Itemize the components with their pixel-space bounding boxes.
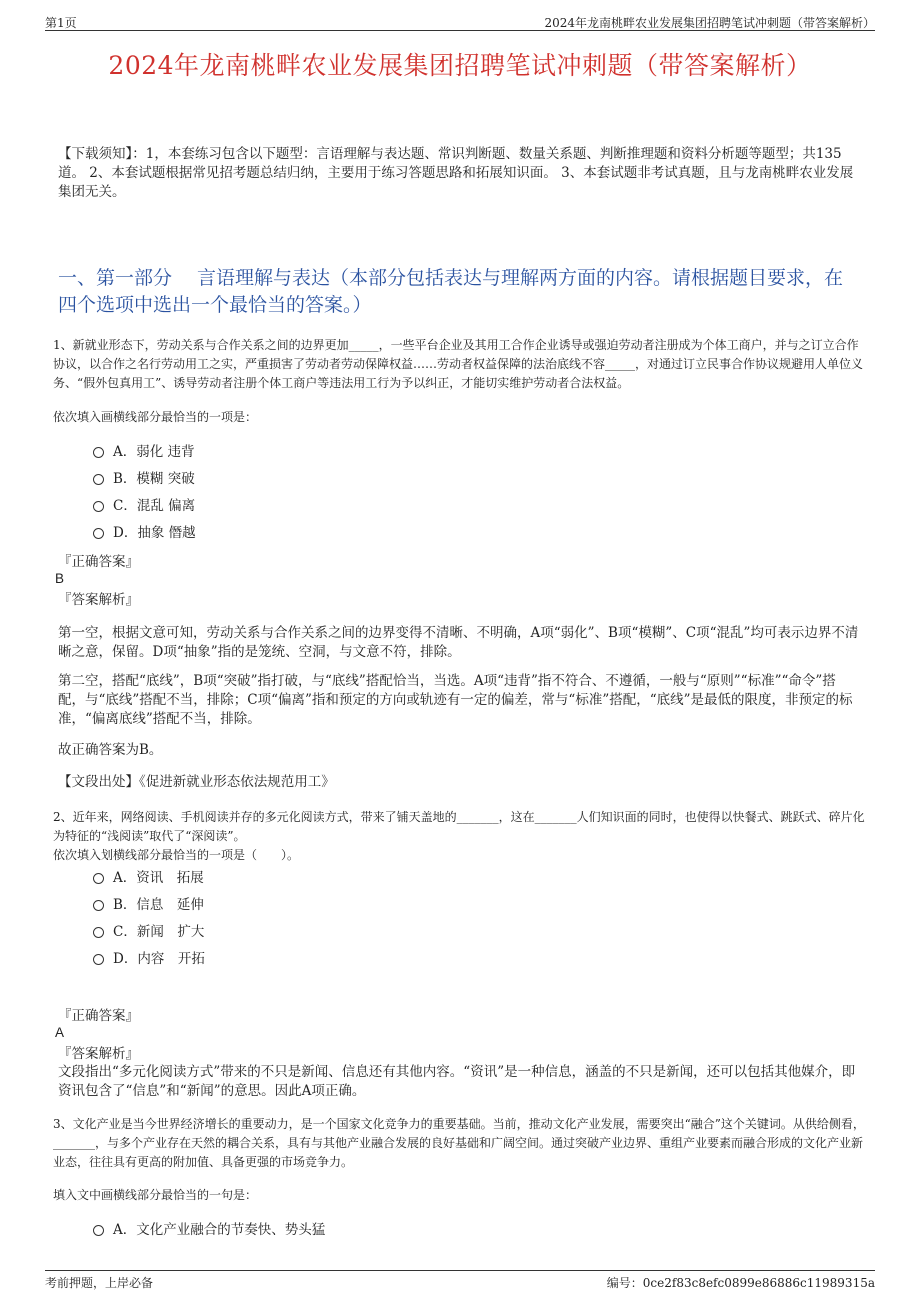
q1-analysis-1: 第一空，根据文意可知，劳动关系与合作关系之间的边界变得不清晰、不明确，A项“弱化”、B项“模糊”、C项“混乱”均可表示边界不清晰之意，保留。D项“抽象”指的是笼统、空洞，与文意不符，排除。 [58, 625, 859, 660]
q2-analysis: 文段指出“多元化阅读方式”带来的不只是新闻、信息还有其他内容。“资讯”是一种信息，涵盖的不只是新闻，还可以包括其他媒介，即资讯包含了“信息”和“新闻”的意思。因此A项正确。 [58, 1064, 856, 1099]
header-title: 2024年龙南桃畔农业发展集团招聘笔试冲刺题（带答案解析） [544, 16, 875, 30]
q1-answer-label: 『正确答案』 [58, 554, 139, 570]
page-footer [45, 1270, 875, 1289]
q2-option-b[interactable]: B．信息 延伸 [93, 895, 204, 915]
radio-icon[interactable] [93, 501, 104, 512]
q1-analysis-label: 『答案解析』 [58, 592, 139, 608]
q2-answer-label: 『正确答案』 [58, 1008, 139, 1024]
q1-option-d[interactable]: D．抽象 僭越 [93, 523, 196, 543]
page-title: 2024年龙南桃畔农业发展集团招聘笔试冲刺题（带答案解析） [108, 51, 812, 80]
radio-icon[interactable] [93, 447, 104, 458]
question-3-text: 3、文化产业是当今世界经济增长的重要动力，是一个国家文化竞争力的重要基础。当前，推动文化产业发展，需要突出“融合”这个关键词。从供给侧看，_______，与多个产业存在天然的耦合关系，具有与其他产业融合发展的良好基础和广阔空间。通过突破产业边界、重组产业要素而融合形成的文化产业新业态，往往具有更高的附加值、具备更强的市场竞争力。 [53, 1117, 865, 1169]
question-2-prompt: 依次填入划横线部分最恰当的一项是（ ）。 [53, 848, 300, 862]
question-1-prompt: 依次填入画横线部分最恰当的一项是： [53, 410, 258, 424]
radio-icon[interactable] [93, 528, 104, 539]
q2-analysis-label: 『答案解析』 [58, 1046, 139, 1062]
q1-conclusion: 故正确答案为B。 [58, 742, 163, 758]
download-notice: 【下载须知】：1，本套练习包含以下题型：言语理解与表达题、常识判断题、数量关系题、判断推理题和资料分析题等题型；共135道。 2、本套试题根据常见招考题总结归纳，主要用于练习答题思路和拓展知识面。 3、本套试题非考试真题，且与龙南桃畔农业发展集团无关。 [58, 146, 854, 200]
q1-option-b[interactable]: B．模糊 突破 [93, 469, 195, 489]
q2-option-c[interactable]: C．新闻 扩大 [93, 922, 204, 942]
radio-icon[interactable] [93, 927, 104, 938]
q3-option-a[interactable]: A．文化产业融合的节奏快、势头猛 [93, 1220, 325, 1240]
radio-icon[interactable] [93, 873, 104, 884]
q1-option-c[interactable]: C．混乱 偏离 [93, 496, 195, 516]
radio-icon[interactable] [93, 954, 104, 965]
q1-source: 【文段出处】《促进新就业形态依法规范用工》 [58, 774, 335, 790]
footer-slogan: 考前押题，上岸必备 [45, 1276, 154, 1290]
q1-option-a[interactable]: A．弱化 违背 [93, 442, 195, 462]
page-header [45, 12, 875, 31]
question-1-text: 1、新就业形态下，劳动关系与合作关系之间的边界更加_____，一些平台企业及其用工合作企业诱导或强迫劳动者注册成为个体工商户，并与之订立合作协议，以合作之名行劳动用工之实，严重损害了劳动者劳动保障权益……劳动者权益保障的法治底线不容_____，对通过订立民事合作协议规避用人单位义务、“假外包真用工”、诱导劳动者注册个体工商户等违法用工行为予以纠正，才能切实维护劳动者合法权益。 [53, 338, 864, 390]
radio-icon[interactable] [93, 900, 104, 911]
question-3-prompt: 填入文中画横线部分最恰当的一句是： [53, 1188, 258, 1202]
radio-icon[interactable] [93, 1225, 104, 1236]
question-2-text: 2、近年来，网络阅读、手机阅读并存的多元化阅读方式，带来了铺天盖地的_______，这在_______人们知识面的同时，也使得以快餐式、跳跃式、碎片化为特征的“浅阅读”取代了“深阅读”。 [53, 810, 865, 843]
radio-icon[interactable] [93, 474, 104, 485]
q2-answer: A [55, 1025, 65, 1040]
q1-answer: B [55, 571, 65, 586]
section-heading: 一、第一部分 言语理解与表达（本部分包括表达与理解两方面的内容。请根据题目要求，在四个选项中选出一个最恰当的答案。） [58, 267, 844, 316]
q2-option-a[interactable]: A．资讯 拓展 [93, 868, 204, 888]
q1-analysis-2: 第二空，搭配“底线”，B项“突破”指打破，与“底线”搭配恰当，当选。A项“违背”指不符合、不遵循，一般与“原则”“标准”“命令”搭配，与“底线”搭配不当，排除；C项“偏离”指和预定的方向或轨迹有一定的偏差，常与“标准”搭配，“底线”是最低的限度，非预定的标准，“偏离底线”搭配不当，排除。 [58, 673, 853, 727]
page-number: 第1页 [45, 16, 77, 30]
document-id: 编号：0ce2f83c8efc0899e86886c11989315a [606, 1276, 875, 1290]
q2-option-d[interactable]: D．内容 开拓 [93, 949, 205, 969]
